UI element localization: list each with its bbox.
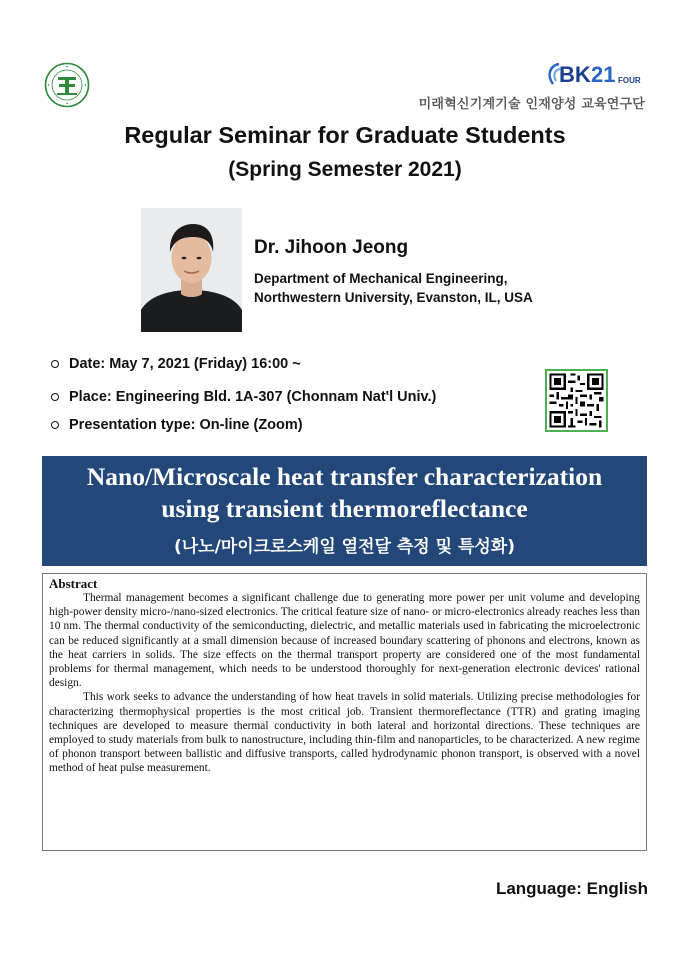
bk21-four-logo [545, 58, 641, 90]
info-date [51, 356, 301, 372]
speaker-department: Department of Mechanical Engineering, [254, 271, 508, 286]
presentation-type-text: Presentation type: On-line (Zoom) [69, 417, 303, 433]
topic-title-korean: (나노/마이크로스케일 열전달 측정 및 특성화) [173, 537, 516, 557]
info-place [51, 389, 436, 405]
abstract-heading: Abstract [49, 576, 98, 591]
university-emblem-icon [44, 62, 90, 108]
page-subtitle: (Spring Semester 2021) [228, 158, 462, 181]
bk-logo-number: 21 [591, 62, 616, 87]
circle-bullet-icon [51, 421, 59, 429]
topic-title-line-1: Nano/Microscale heat transfer characterization [86, 462, 603, 491]
speaker-university: Northwestern University, Evanston, IL, USA [254, 290, 533, 305]
abstract-paragraph-1: Thermal management becomes a significant challenge due to generating more power per unit volume and developing high-power density micro-/nano-sized electronics. The critical feature size of nano- or micro-electronics already reaches less than 10 nm. The thermal conductivity of the semiconducting, dielectric, and metallic materials used in fabricating the microelectronic can be reduced significantly at a small dimension because of increased boundary scattering of phonons and electrons, known as the heat carriers in solids. The size effects on the thermal transport property are considered one of the most fundamental problems for thermal management, which needs to be understood thoroughly for next-generation electronic devices' rational design. [49, 592, 640, 690]
speaker-photo [141, 208, 242, 332]
topic-title-line-2: using transient thermoreflectance [161, 494, 528, 523]
speaker-portrait-icon [141, 208, 242, 332]
info-presentation-type [51, 417, 303, 433]
bk-logo-text: BK [559, 62, 591, 87]
speaker-name: Dr. Jihoon Jeong [254, 237, 409, 258]
circle-bullet-icon [51, 360, 59, 368]
place-text: Place: Engineering Bld. 1A-307 (Chonnam Nat'l Univ.) [69, 389, 437, 405]
qr-code-icon [547, 371, 606, 430]
topic-banner [42, 456, 647, 566]
university-emblem [44, 62, 90, 108]
circle-bullet-icon [51, 393, 59, 401]
four-logo-text: FOUR [618, 76, 641, 85]
page-title: Regular Seminar for Graduate Students [124, 122, 566, 148]
language-note: Language: English [495, 879, 648, 898]
abstract-box [42, 573, 647, 851]
abstract-paragraph-2: This work seeks to advance the understanding of how heat travels in solid materials. Utilizing precise methodologies for characterizing thermophysical properties is the most critical job. Transient thermoreflectance (TTR) and grating imaging techniques are developed to measure thermal conductivity in both lateral and horizontal directions. These techniques are employed to study materials from bulk to nanostructure, including thin-film and nanoparticles, to be characterized. A new regime of phonon transport between ballistic and diffusive transports, called hydrodynamic phonon transport, is observed with a novel method of heat pulse measurement. [49, 691, 640, 775]
date-text: Date: May 7, 2021 (Friday) 16:00 ~ [69, 356, 301, 372]
research-group-name: 미래혁신기계기술 인재양성 교육연구단 [418, 97, 645, 112]
qr-code[interactable] [545, 369, 608, 432]
